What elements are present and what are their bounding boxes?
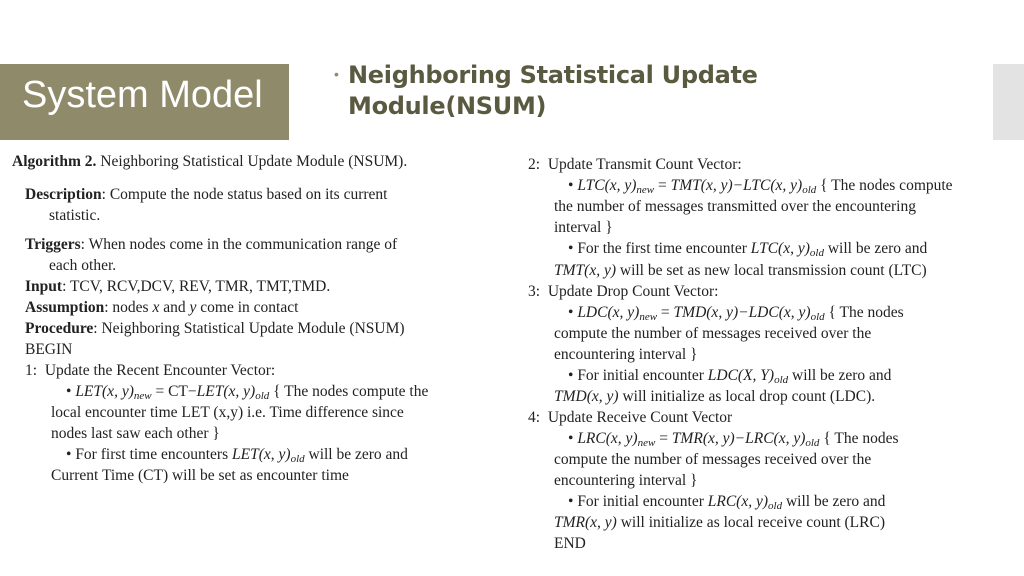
subscript-new: new (639, 311, 658, 323)
step-4-title (528, 408, 732, 428)
step-2-formula-line-1 (568, 176, 953, 196)
let-rhs: LET(x, y) (196, 383, 256, 400)
subscript-old: old (768, 500, 783, 512)
bullet-dot: • (568, 493, 574, 510)
step-1-note-tail: will be zero and (304, 446, 408, 463)
bullet-dot: • (568, 430, 574, 447)
step-2-note-var-2: TMT(x, y) (554, 262, 616, 279)
step-2-number: 2: (528, 156, 541, 173)
slide-title-banner (0, 64, 289, 140)
step-2-note-var: LTC(x, y) (750, 240, 810, 257)
step-2-formula-line-2: the number of messages transmitted over the encountering (554, 198, 916, 215)
input-line (25, 277, 330, 297)
triggers-line-2: each other. (49, 257, 117, 274)
step-3-formula-line-1 (568, 303, 904, 323)
assumption-tail: come in contact (196, 299, 299, 316)
bullet-dot: • (66, 383, 72, 400)
step-1-title (25, 361, 275, 381)
ldc-rhs: TMD(x, y)−LDC(x, y) (673, 304, 811, 321)
subscript-old: old (290, 453, 305, 465)
step-2-note-tail: will be zero and (823, 240, 928, 257)
step-3-title-text: Update Drop Count Vector: (547, 283, 719, 300)
heading-line-1: Neighboring Statistical Update (348, 61, 758, 89)
triggers-label: Triggers (25, 236, 81, 253)
step-4-note-tail: will be zero and (782, 493, 886, 510)
procedure-label: Procedure (25, 320, 94, 337)
bullet-dot: • (568, 177, 574, 194)
assumption-text: : nodes (104, 299, 153, 316)
step-4-note-text-2: will initialize as local receive count (LRC) (616, 514, 885, 531)
algorithm-label: Algorithm 2. (12, 153, 97, 170)
slide-title: System Model (22, 74, 263, 116)
step-2-note-text: For the first time encounter (577, 240, 751, 257)
step-3-note-text-2: will initialize as local drop count (LDC). (618, 388, 876, 405)
triggers-text: : When nodes come in the communication range of (80, 236, 398, 253)
step-4-title-text: Update Receive Count Vector (547, 409, 733, 426)
bullet-dot: • (568, 240, 574, 257)
subscript-old: old (809, 247, 824, 259)
step-1-note-var: LET(x, y) (232, 446, 291, 463)
step-4-note-text: For initial encounter (577, 493, 708, 510)
step-4-note-var: LRC(x, y) (707, 493, 769, 510)
subscript-old: old (810, 311, 825, 323)
step-4-note-line-2 (554, 513, 885, 533)
step-1-note-line-2: Current Time (CT) will be set as encounter time (51, 467, 349, 484)
step-2-title-text: Update Transmit Count Vector: (547, 156, 742, 173)
slide-heading (348, 60, 808, 122)
step-1-formula-line-3: nodes last saw each other } (51, 425, 220, 442)
step-2-note-text-2: will be set as new local transmission count (LTC) (616, 262, 927, 279)
procedure-text: : Neighboring Statistical Update Module (NSUM) (93, 320, 405, 337)
algorithm-name: Neighboring Statistical Update Module (NSUM). (100, 153, 408, 170)
bullet-dot: • (568, 304, 574, 321)
ldc-lhs: LDC(x, y) (577, 304, 640, 321)
step-3-title (528, 282, 718, 302)
heading-line-2: Module(NSUM) (348, 92, 547, 120)
step-4-number: 4: (528, 409, 541, 426)
subscript-old: old (255, 390, 270, 402)
step-2-note-line-1 (568, 239, 927, 259)
step-3-note-var-2: TMD(x, y) (554, 388, 619, 405)
step-4-note-var-2: TMR(x, y) (554, 514, 617, 531)
input-text: : TCV, RCV,DCV, REV, TMR, TMT,TMD. (62, 278, 331, 295)
bullet-dot: • (66, 446, 72, 463)
subscript-new: new (637, 437, 656, 449)
step-3-formula-line-3: encountering interval } (554, 346, 698, 363)
algorithm-header (12, 152, 407, 172)
step-3-note-tail: will be zero and (788, 367, 892, 384)
decorative-grey-bar (993, 64, 1024, 140)
lrc-comment: { The nodes (819, 430, 899, 447)
subscript-old: old (805, 437, 820, 449)
step-1-number: 1: (25, 362, 38, 379)
ltc-lhs: LTC(x, y) (577, 177, 637, 194)
step-2-formula-line-3: interval } (554, 219, 613, 236)
ldc-comment: { The nodes (824, 304, 904, 321)
var-x: x (152, 299, 160, 316)
heading-bullet: • (334, 66, 339, 82)
description-label: Description (25, 186, 102, 203)
triggers-line-1 (25, 235, 397, 255)
input-label: Input (25, 278, 63, 295)
step-2-note-line-2 (554, 261, 927, 281)
lrc-eq: = (655, 430, 672, 447)
step-1-formula-line-2: local encounter time LET (x,y) i.e. Time difference since (51, 404, 404, 421)
step-4-formula-line-2: compute the number of messages received over the (554, 451, 872, 468)
description-line-2: statistic. (49, 207, 101, 224)
lrc-lhs: LRC(x, y) (577, 430, 638, 447)
end-keyword: END (554, 535, 586, 552)
step-1-note-text: For first time encounters (75, 446, 233, 463)
step-4-formula-line-1 (568, 429, 898, 449)
subscript-new: new (636, 184, 655, 196)
step-1-title-text: Update the Recent Encounter Vector: (44, 362, 276, 379)
assumption-line (25, 298, 298, 318)
step-4-formula-line-3: encountering interval } (554, 472, 698, 489)
description-text: : Compute the node status based on its current (101, 186, 388, 203)
bullet-dot: • (568, 367, 574, 384)
subscript-new: new (133, 390, 152, 402)
step-3-note-line-1 (568, 366, 891, 386)
subscript-old: old (802, 184, 817, 196)
let-lhs: LET(x, y) (75, 383, 134, 400)
var-y: y (189, 299, 197, 316)
ltc-rhs: TMT(x, y)−LTC(x, y) (670, 177, 803, 194)
step-1-note-line-1 (66, 445, 408, 465)
step-3-note-line-2 (554, 387, 875, 407)
step-3-formula-line-2: compute the number of messages received over the (554, 325, 872, 342)
ltc-eq: = (654, 177, 671, 194)
assumption-label: Assumption (25, 299, 105, 316)
step-1-formula-line-1 (66, 382, 428, 402)
step-3-number: 3: (528, 283, 541, 300)
step-3-note-var: LDC(X, Y) (707, 367, 775, 384)
step-4-note-line-1 (568, 492, 885, 512)
begin-keyword: BEGIN (25, 341, 73, 358)
step-3-note-text: For initial encounter (577, 367, 708, 384)
step-2-title (528, 155, 742, 175)
assumption-and: and (159, 299, 190, 316)
ltc-comment: { The nodes compute (816, 177, 953, 194)
procedure-line (25, 319, 405, 339)
let-comment: { The nodes compute the (269, 383, 429, 400)
ldc-eq: = (657, 304, 674, 321)
let-eq: = CT− (151, 383, 197, 400)
lrc-rhs: TMR(x, y)−LRC(x, y) (671, 430, 806, 447)
description-line-1 (25, 185, 387, 205)
subscript-old: old (774, 374, 789, 386)
